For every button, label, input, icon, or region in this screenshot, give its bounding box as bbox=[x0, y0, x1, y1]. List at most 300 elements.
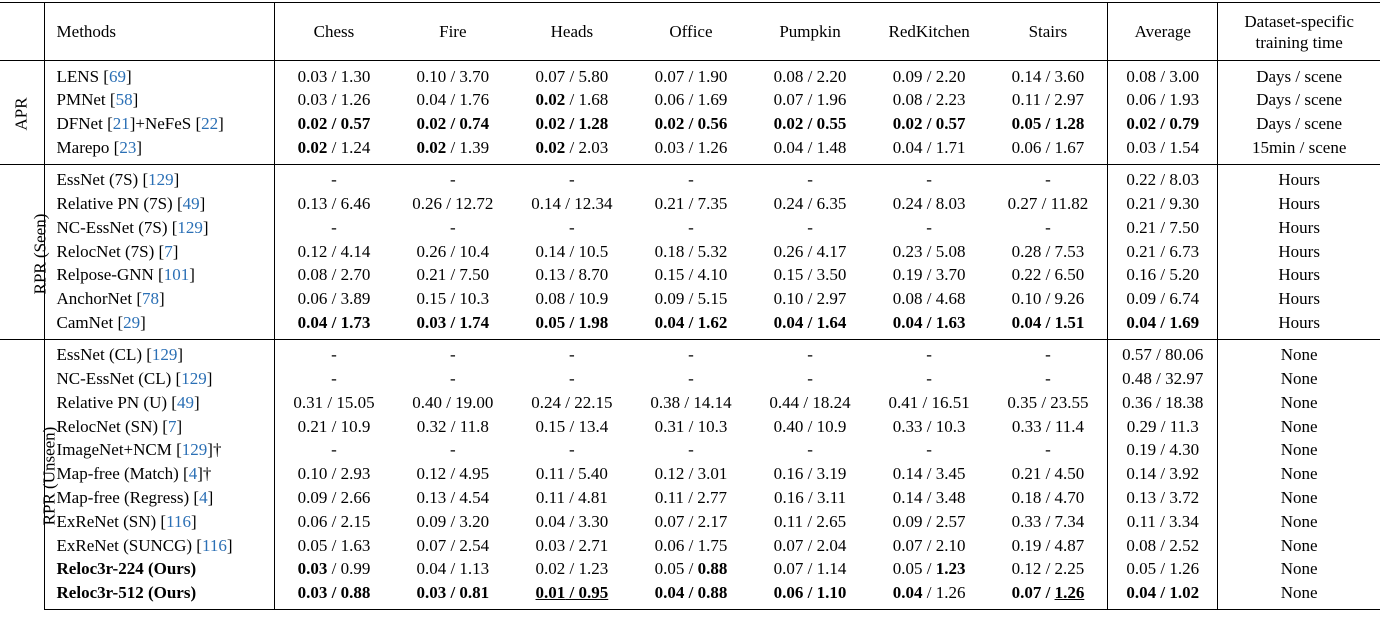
metric-cell: 0.12 / 3.01 bbox=[654, 464, 728, 484]
metric-cell: 0.03 / 1.30 bbox=[297, 66, 371, 86]
rotation-error: 0.57 bbox=[935, 114, 966, 134]
metric-cell: 0.14 / 3.48 bbox=[892, 487, 966, 507]
rotation-error: 1.24 bbox=[340, 137, 371, 157]
citation-bracket: [ bbox=[158, 265, 164, 285]
citation-bracket: [ bbox=[136, 289, 142, 309]
average-cell: 0.21 / 6.73 bbox=[1108, 240, 1218, 264]
value-separator: / bbox=[565, 90, 579, 110]
value-separator: / bbox=[684, 312, 698, 332]
table-row bbox=[0, 89, 1380, 113]
rotation-error: 1.23 bbox=[935, 559, 966, 579]
training-time-header-line1: Dataset-specific bbox=[1244, 11, 1354, 31]
table-row bbox=[0, 311, 1380, 339]
method-name: Map-free (Regress) bbox=[56, 487, 190, 507]
citation-bracket: [ bbox=[176, 193, 183, 213]
translation-error: 0.02 bbox=[773, 114, 804, 134]
rotation-error: 0.88 bbox=[697, 559, 728, 579]
table-row bbox=[0, 391, 1380, 415]
metric-cell bbox=[870, 311, 989, 339]
average-cell bbox=[1108, 581, 1218, 609]
rotation-error: 1.98 bbox=[578, 312, 609, 332]
average-cell: 0.11 / 3.34 bbox=[1108, 510, 1218, 534]
metric-cell: 0.28 / 7.53 bbox=[989, 240, 1108, 264]
method-cell bbox=[44, 216, 274, 240]
metric-cell: 0.15 / 10.3 bbox=[416, 289, 490, 309]
citation-link[interactable]: 7 bbox=[164, 241, 173, 261]
translation-error: 0.04 bbox=[1011, 312, 1042, 332]
metric-cell bbox=[870, 112, 989, 136]
translation-error: 0.04 bbox=[892, 312, 923, 332]
rotation-error: 2.03 bbox=[578, 137, 609, 157]
table-row bbox=[0, 557, 1380, 581]
citation-bracket: ] bbox=[190, 511, 197, 531]
table-row bbox=[0, 581, 1380, 609]
method-cell bbox=[44, 287, 274, 311]
metric-cell: 0.15 / 4.10 bbox=[654, 265, 728, 285]
metric-cell: 0.14 / 3.45 bbox=[892, 464, 966, 484]
translation-error: 0.03 bbox=[416, 583, 447, 602]
translation-error: 0.02 bbox=[416, 137, 447, 157]
table-row bbox=[0, 112, 1380, 136]
rotation-error: 1.62 bbox=[697, 312, 728, 332]
value-separator: / bbox=[684, 583, 698, 602]
metric-cell: - bbox=[688, 368, 694, 388]
citation-bracket: ]† bbox=[207, 440, 222, 460]
citation-link[interactable]: 4 bbox=[188, 464, 198, 484]
metric-cell: 0.35 / 23.55 bbox=[989, 391, 1108, 415]
translation-error: 0.04 bbox=[773, 312, 804, 332]
table-row bbox=[0, 415, 1380, 439]
metric-cell: 0.09 / 2.66 bbox=[297, 487, 371, 507]
metric-cell: - bbox=[331, 368, 337, 388]
metric-cell: 0.24 / 22.15 bbox=[531, 392, 613, 412]
method-cell bbox=[44, 240, 274, 264]
citation-bracket: ] bbox=[226, 535, 233, 555]
average-cell: 0.05 / 1.26 bbox=[1108, 557, 1218, 581]
translation-error: 0.02 bbox=[297, 137, 328, 157]
metric-cell: 0.16 / 3.11 bbox=[773, 487, 847, 507]
value-separator: / bbox=[1041, 114, 1055, 134]
rotation-error: 0.81 bbox=[459, 583, 490, 602]
average-cell: 0.08 / 3.00 bbox=[1108, 61, 1218, 89]
translation-error: 0.07 bbox=[1011, 583, 1042, 602]
average-cell: 0.29 / 11.3 bbox=[1108, 415, 1218, 439]
metric-cell: 0.04 / 3.30 bbox=[535, 511, 609, 531]
group-header-cell bbox=[0, 3, 44, 61]
metric-cell: 0.18 / 4.70 bbox=[989, 486, 1108, 510]
metric-cell: 0.13 / 4.54 bbox=[416, 487, 490, 507]
rotation-error: 0.74 bbox=[459, 114, 490, 134]
method-cell bbox=[44, 311, 274, 339]
metric-cell: 0.09 / 2.57 bbox=[892, 511, 966, 531]
group-label: RPR (Seen) bbox=[30, 213, 50, 294]
metric-cell: 0.40 / 10.9 bbox=[773, 416, 847, 436]
table-row bbox=[0, 136, 1380, 164]
translation-error: 0.04 bbox=[1126, 312, 1157, 332]
metric-cell bbox=[274, 136, 393, 164]
metric-cell: - bbox=[807, 217, 813, 237]
metric-cell: 0.10 / 3.70 bbox=[416, 66, 490, 86]
metric-cell: - bbox=[274, 339, 393, 367]
metric-cell bbox=[393, 112, 512, 136]
citation-bracket: [ bbox=[175, 368, 182, 388]
group-label-cell bbox=[0, 339, 59, 609]
value-separator: / bbox=[565, 312, 579, 332]
rotation-error: 1.26 bbox=[935, 583, 966, 602]
metric-cell: - bbox=[449, 217, 456, 237]
citation-bracket: ] bbox=[207, 487, 214, 507]
metric-cell: 0.09 / 5.15 bbox=[654, 289, 728, 309]
method-cell bbox=[44, 89, 274, 113]
table-group bbox=[0, 164, 1380, 339]
metric-cell: - bbox=[807, 368, 813, 388]
average-cell: 0.06 / 1.93 bbox=[1108, 89, 1218, 113]
metric-cell: 0.15 / 13.4 bbox=[535, 416, 609, 436]
training-time-cell: Days / scene bbox=[1256, 90, 1343, 110]
table-row bbox=[0, 339, 1380, 367]
metric-cell: 0.07 / 1.14 bbox=[773, 559, 847, 579]
metric-cell: - bbox=[331, 217, 337, 237]
citation-bracket: ] bbox=[125, 66, 132, 86]
metric-cell: 0.06 / 1.75 bbox=[654, 535, 728, 555]
metric-cell: 0.11 / 4.81 bbox=[535, 487, 608, 507]
translation-error: 0.05 bbox=[1011, 114, 1042, 134]
table-row bbox=[0, 192, 1380, 216]
training-time-cell: Hours bbox=[1278, 193, 1320, 213]
citation-link[interactable]: 21 bbox=[112, 114, 130, 134]
metric-cell: 0.04 / 1.13 bbox=[416, 559, 490, 579]
metric-cell: - bbox=[393, 339, 512, 367]
citation-link[interactable]: 129 bbox=[177, 217, 203, 237]
citation-link[interactable]: 23 bbox=[119, 137, 137, 157]
training-time-cell: Hours bbox=[1218, 164, 1380, 192]
metric-cell: 0.06 / 1.67 bbox=[989, 136, 1108, 164]
metric-cell: 0.38 / 14.14 bbox=[650, 392, 732, 412]
rotation-error: 1.51 bbox=[1054, 312, 1085, 332]
translation-error: 0.02 bbox=[416, 114, 447, 134]
citation-link[interactable]: 129 bbox=[181, 440, 208, 460]
average-cell: 0.22 / 8.03 bbox=[1108, 164, 1218, 192]
metric-cell: - bbox=[870, 164, 989, 192]
citation-link[interactable]: 7 bbox=[167, 416, 177, 436]
metric-cell: 0.08 / 2.23 bbox=[892, 90, 966, 110]
value-separator: / bbox=[327, 137, 341, 157]
citation-link[interactable]: 129 bbox=[181, 368, 207, 388]
metric-cell: - bbox=[751, 339, 870, 367]
training-time-cell: None bbox=[1280, 392, 1318, 412]
value-separator: / bbox=[327, 583, 341, 602]
value-separator: / bbox=[803, 583, 817, 602]
metric-cell: 0.11 / 5.40 bbox=[535, 464, 608, 484]
table-row bbox=[0, 164, 1380, 192]
rotation-error: 1.02 bbox=[1169, 583, 1200, 602]
metric-cell bbox=[512, 136, 631, 164]
metric-cell: - bbox=[331, 440, 337, 460]
citation-bracket: ] bbox=[199, 193, 206, 213]
metric-cell: 0.11 / 2.65 bbox=[773, 511, 847, 531]
value-separator: / bbox=[565, 583, 579, 602]
metric-cell: 0.11 / 2.77 bbox=[654, 487, 727, 507]
citation-bracket: ] bbox=[193, 392, 200, 412]
metric-cell: 0.21 / 4.50 bbox=[989, 462, 1108, 486]
method-cell bbox=[44, 581, 274, 609]
value-separator: / bbox=[922, 583, 936, 602]
metric-cell: 0.19 / 3.70 bbox=[892, 265, 966, 285]
metric-cell: 0.33 / 11.4 bbox=[989, 415, 1108, 439]
rotation-error: 1.73 bbox=[340, 312, 371, 332]
method-cell bbox=[44, 192, 274, 216]
method-cell bbox=[44, 510, 274, 534]
citation-bracket: ] bbox=[177, 345, 184, 365]
value-separator: / bbox=[446, 114, 460, 134]
value-separator: / bbox=[1041, 583, 1055, 602]
metric-cell: 0.26 / 4.17 bbox=[773, 241, 847, 261]
metric-cell: 0.10 / 9.26 bbox=[989, 287, 1108, 311]
citation-link[interactable]: 129 bbox=[151, 345, 178, 365]
rotation-error: 0.88 bbox=[697, 583, 728, 602]
dataset-header-heads: Heads bbox=[512, 3, 631, 61]
metric-cell: 0.04 / 1.71 bbox=[892, 137, 966, 157]
table-row bbox=[0, 240, 1380, 264]
rotation-error: 1.39 bbox=[459, 137, 490, 157]
citation-bracket: [ bbox=[193, 487, 200, 507]
metric-cell: 0.13 / 6.46 bbox=[297, 193, 371, 213]
metric-cell: - bbox=[926, 217, 932, 237]
citation-bracket: [ bbox=[109, 90, 116, 110]
metric-cell: 0.26 / 10.4 bbox=[416, 241, 490, 261]
metric-cell bbox=[274, 112, 393, 136]
training-time-cell: None bbox=[1280, 559, 1318, 579]
metric-cell: 0.08 / 2.70 bbox=[297, 265, 371, 285]
metric-cell bbox=[870, 581, 989, 609]
metric-cell: 0.09 / 2.20 bbox=[892, 66, 966, 86]
method-name: EssNet (7S) bbox=[56, 170, 139, 190]
translation-error: 0.02 bbox=[1126, 114, 1157, 134]
rotation-error: 0.57 bbox=[340, 114, 371, 134]
metric-cell: 0.03 / 1.26 bbox=[297, 90, 371, 110]
training-time-cell: None bbox=[1280, 487, 1318, 507]
citation-bracket: [ bbox=[107, 114, 113, 134]
metric-cell: 0.44 / 18.24 bbox=[769, 392, 851, 412]
value-separator: / bbox=[922, 559, 936, 579]
method-name: AnchorNet bbox=[56, 289, 133, 309]
value-separator: / bbox=[1156, 583, 1170, 602]
metric-cell: - bbox=[569, 217, 575, 237]
rotation-error: 0.79 bbox=[1169, 114, 1200, 134]
citation-link[interactable]: 49 bbox=[176, 392, 194, 412]
metric-cell: 0.21 / 7.50 bbox=[416, 265, 490, 285]
metric-cell bbox=[393, 136, 512, 164]
metric-cell bbox=[274, 557, 393, 581]
table-row bbox=[0, 486, 1380, 510]
average-cell: 0.57 / 80.06 bbox=[1108, 339, 1218, 367]
method-name: Map-free (Match) bbox=[56, 464, 179, 484]
citation-bracket: [ bbox=[113, 137, 120, 157]
method-cell bbox=[44, 486, 274, 510]
method-cell bbox=[44, 339, 274, 367]
rotation-error: 0.88 bbox=[340, 583, 371, 602]
metric-cell: - bbox=[449, 440, 456, 460]
method-cell bbox=[44, 462, 274, 486]
citation-bracket: ]† bbox=[197, 464, 212, 484]
average-cell: 0.19 / 4.30 bbox=[1108, 438, 1218, 462]
citation-link[interactable]: 78 bbox=[141, 289, 159, 309]
metric-cell: 0.08 / 10.9 bbox=[535, 289, 609, 309]
rotation-error: 0.95 bbox=[578, 583, 609, 602]
method-name: RelocNet (7S) bbox=[56, 241, 155, 261]
metric-cell: - bbox=[569, 368, 575, 388]
rotation-error: 0.56 bbox=[697, 114, 728, 134]
metric-cell bbox=[989, 311, 1108, 339]
rotation-error: 1.26 bbox=[1054, 583, 1085, 602]
rotation-error: 0.99 bbox=[340, 559, 371, 579]
citation-link[interactable]: 58 bbox=[115, 90, 133, 110]
translation-error: 0.02 bbox=[535, 90, 566, 110]
rotation-error: 1.63 bbox=[935, 312, 966, 332]
citation-bracket: ] bbox=[206, 368, 213, 388]
metric-cell: 0.40 / 19.00 bbox=[412, 392, 494, 412]
citation-link[interactable]: 129 bbox=[148, 170, 174, 190]
metric-cell: 0.03 / 1.26 bbox=[654, 137, 728, 157]
average-cell: 0.16 / 5.20 bbox=[1108, 263, 1218, 287]
methods-header: Methods bbox=[44, 3, 274, 61]
metric-cell: - bbox=[751, 164, 870, 192]
metric-cell bbox=[274, 311, 393, 339]
dataset-header-redkitchen: RedKitchen bbox=[870, 3, 989, 61]
metric-cell bbox=[751, 311, 870, 339]
citation-bracket: [ bbox=[171, 217, 178, 237]
metric-cell: - bbox=[989, 438, 1108, 462]
citation-bracket: ] bbox=[140, 312, 146, 332]
training-time-cell: Hours bbox=[1278, 241, 1320, 261]
metric-cell: 0.31 / 10.3 bbox=[654, 416, 728, 436]
value-separator: / bbox=[922, 312, 936, 332]
method-name: Relative PN (U) bbox=[56, 392, 168, 412]
translation-error: 0.04 bbox=[297, 312, 328, 332]
dataset-header-chess: Chess bbox=[274, 3, 393, 61]
training-time-cell: None bbox=[1218, 581, 1380, 609]
citation-bracket: ] bbox=[189, 265, 195, 285]
citation-bracket: [ bbox=[196, 535, 202, 555]
table-row bbox=[0, 462, 1380, 486]
citation-link[interactable]: 69 bbox=[108, 66, 126, 86]
metric-cell: 0.32 / 11.8 bbox=[416, 416, 489, 436]
metric-cell: 0.07 / 1.90 bbox=[654, 66, 728, 86]
metric-cell: - bbox=[569, 440, 575, 460]
citation-bracket: ] bbox=[132, 90, 139, 110]
metric-cell: - bbox=[926, 440, 932, 460]
method-cell bbox=[44, 164, 274, 192]
training-time-cell: Hours bbox=[1278, 312, 1320, 332]
metric-cell: 0.06 / 3.89 bbox=[297, 289, 371, 309]
citation-bracket: [ bbox=[103, 66, 109, 86]
metric-cell bbox=[512, 311, 631, 339]
metric-cell: 0.16 / 3.19 bbox=[773, 464, 847, 484]
metric-cell: 0.33 / 7.34 bbox=[989, 510, 1108, 534]
training-time-cell: Hours bbox=[1278, 289, 1320, 309]
method-cell bbox=[44, 61, 274, 89]
training-time-cell: None bbox=[1280, 440, 1318, 460]
metric-cell: 0.07 / 5.80 bbox=[535, 66, 609, 86]
table-row bbox=[0, 534, 1380, 558]
metric-cell: 0.12 / 4.14 bbox=[297, 241, 371, 261]
method-name: CamNet bbox=[56, 312, 114, 332]
training-time-header bbox=[1218, 3, 1380, 61]
translation-error: 0.04 bbox=[654, 312, 685, 332]
value-separator: / bbox=[684, 559, 698, 579]
metric-cell: 0.24 / 6.35 bbox=[773, 193, 847, 213]
rotation-error: 1.28 bbox=[578, 114, 609, 134]
translation-error: 0.03 bbox=[297, 559, 328, 579]
method-name: Relpose-GNN bbox=[56, 265, 154, 285]
training-time-cell: Hours bbox=[1278, 217, 1320, 237]
metric-cell: 0.27 / 11.82 bbox=[989, 192, 1108, 216]
training-time-cell: None bbox=[1280, 464, 1318, 484]
translation-error: 0.05 bbox=[892, 559, 923, 579]
metric-cell: 0.14 / 10.5 bbox=[535, 241, 609, 261]
method-name: NC-EssNet (CL) bbox=[56, 368, 172, 388]
average-header: Average bbox=[1108, 3, 1218, 61]
translation-error: 0.02 bbox=[654, 114, 685, 134]
method-name: EssNet (CL) bbox=[56, 345, 142, 365]
citation-link[interactable]: 49 bbox=[182, 193, 200, 213]
method-cell bbox=[44, 438, 274, 462]
translation-error: 0.05 bbox=[535, 312, 566, 332]
method-name: RelocNet (SN) bbox=[56, 416, 159, 436]
metric-cell: 0.19 / 4.87 bbox=[989, 534, 1108, 558]
citation-link[interactable]: 4 bbox=[199, 487, 208, 507]
table-row bbox=[0, 61, 1380, 89]
metric-cell: - bbox=[688, 440, 694, 460]
citation-bracket: ]+NeFeS [ bbox=[129, 114, 202, 134]
average-cell: 0.03 / 1.54 bbox=[1108, 136, 1218, 164]
metric-cell: 0.03 / 2.71 bbox=[535, 535, 609, 555]
metric-cell bbox=[393, 581, 512, 609]
metric-cell: 0.18 / 5.32 bbox=[654, 241, 728, 261]
metric-cell: 0.31 / 15.05 bbox=[293, 392, 375, 412]
group-label: APR bbox=[11, 97, 31, 131]
citation-bracket: ] bbox=[218, 114, 224, 134]
training-time-header-line2: training time bbox=[1255, 32, 1343, 52]
method-name: ImageNet+NCM bbox=[56, 440, 172, 460]
metric-cell: 0.10 / 2.97 bbox=[773, 289, 847, 309]
average-cell: 0.09 / 6.74 bbox=[1108, 287, 1218, 311]
citation-link[interactable]: 116 bbox=[201, 535, 227, 555]
translation-error: 0.02 bbox=[297, 114, 328, 134]
value-separator: / bbox=[565, 137, 579, 157]
citation-link[interactable]: 101 bbox=[163, 265, 190, 285]
citation-link[interactable]: 116 bbox=[166, 511, 191, 531]
metric-cell: 0.21 / 7.35 bbox=[654, 193, 728, 213]
rotation-error: 1.74 bbox=[459, 312, 490, 332]
translation-error: 0.02 bbox=[535, 114, 566, 134]
metric-cell bbox=[751, 581, 870, 609]
training-time-cell: Hours bbox=[1278, 265, 1320, 285]
translation-error: 0.03 bbox=[416, 312, 447, 332]
metric-cell: 0.22 / 6.50 bbox=[989, 263, 1108, 287]
metric-cell: - bbox=[989, 164, 1108, 192]
citation-link[interactable]: 22 bbox=[201, 114, 219, 134]
translation-error: 0.06 bbox=[773, 583, 804, 602]
metric-cell: 0.07 / 2.04 bbox=[773, 535, 847, 555]
header-row bbox=[0, 3, 1380, 61]
method-name: PMNet bbox=[56, 90, 106, 110]
method-name: Relative PN (7S) bbox=[56, 193, 173, 213]
metric-cell: 0.07 / 2.54 bbox=[416, 535, 490, 555]
metric-cell: - bbox=[989, 216, 1108, 240]
citation-link[interactable]: 29 bbox=[123, 312, 141, 332]
group-label-cell bbox=[0, 164, 50, 339]
